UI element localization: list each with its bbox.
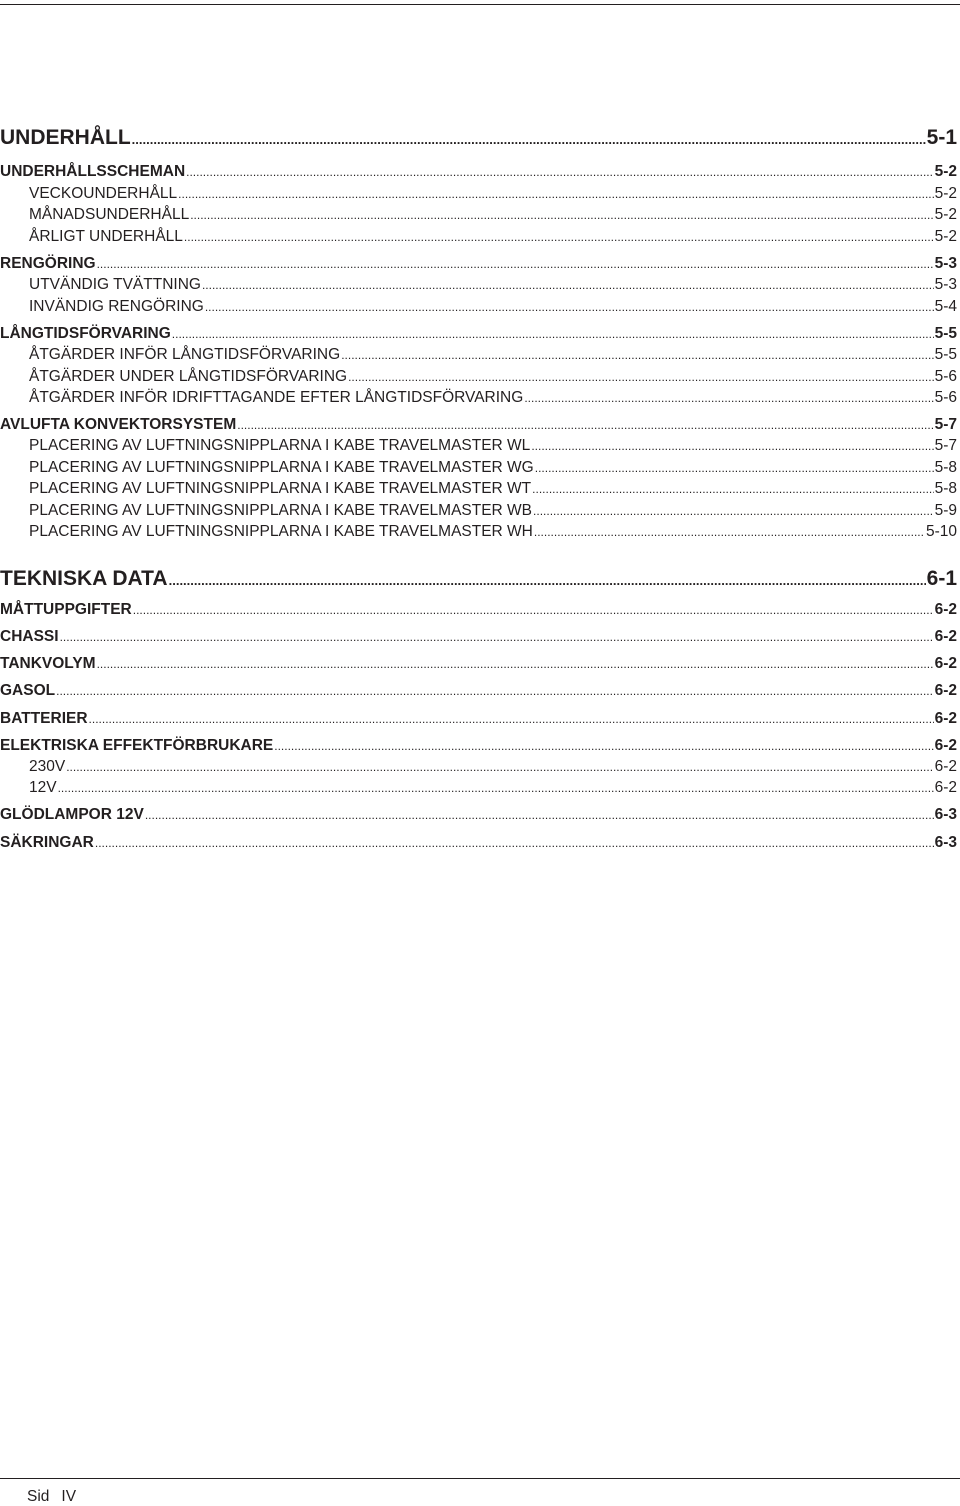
toc-entry-page-number: 5-2 [934, 185, 957, 202]
toc-entry-title: RENGÖRING [0, 255, 96, 272]
toc-dot-leader [133, 603, 934, 617]
toc-entry-title: TANKVOLYM [0, 655, 96, 672]
toc-dot-leader [274, 739, 933, 753]
toc-entry-title: UNDERHÅLL [0, 126, 131, 149]
toc-entry-page-number: 5-5 [934, 346, 957, 363]
toc-section-entry[interactable] [0, 834, 957, 852]
toc-entry-title: BATTERIER [0, 710, 88, 727]
toc-entry-title: GASOL [0, 682, 56, 699]
toc-entry-title: ELEKTRISKA EFFEKTFÖRBRUKARE [0, 737, 274, 754]
toc-subsection-entry[interactable] [0, 368, 957, 386]
toc-entry-title: VECKOUNDERHÅLL [29, 185, 178, 202]
toc-entry-page-number: 6-2 [934, 737, 957, 754]
toc-dot-leader [56, 684, 933, 698]
toc-entry-page-number: 5-3 [934, 276, 957, 293]
toc-entry-page-number: 5-6 [934, 368, 957, 385]
toc-entry-title: 230V [29, 758, 66, 775]
toc-subsection-entry[interactable] [0, 480, 957, 498]
toc-entry-page-number: 5-4 [934, 298, 957, 315]
top-rule [0, 4, 960, 5]
toc-entry-page-number: 6-2 [934, 682, 957, 699]
toc-dot-leader [205, 300, 934, 314]
bottom-rule [0, 1478, 960, 1479]
toc-entry-page-number: 6-3 [934, 834, 957, 851]
toc-entry-page-number: 6-1 [926, 567, 957, 590]
toc-entry-title: PLACERING AV LUFTNINGSNIPPLARNA I KABE TRAVELMASTER WT [29, 480, 532, 497]
toc-subsection-entry[interactable] [0, 523, 957, 541]
toc-entry-page-number: 6-2 [934, 710, 957, 727]
toc-entry-page-number: 6-2 [934, 601, 957, 618]
toc-entry-title: PLACERING AV LUFTNINGSNIPPLARNA I KABE TRAVELMASTER WL [29, 437, 531, 454]
toc-entry-page-number: 5-8 [934, 480, 957, 497]
toc-dot-leader [186, 165, 933, 179]
toc-dot-leader [535, 461, 934, 475]
toc-entry-title: ÅRLIGT UNDERHÅLL [29, 228, 183, 245]
toc-subsection-entry[interactable] [0, 758, 957, 776]
toc-subsection-entry[interactable] [0, 206, 957, 224]
toc-chapter-entry[interactable] [0, 126, 957, 150]
toc-dot-leader [95, 836, 934, 850]
toc-entry-title: CHASSI [0, 628, 59, 645]
toc-dot-leader [533, 504, 934, 518]
toc-entry-page-number: 5-9 [934, 502, 957, 519]
toc-dot-leader [132, 132, 926, 147]
toc-chapter-entry[interactable] [0, 567, 957, 591]
toc-entry-title: PLACERING AV LUFTNINGSNIPPLARNA I KABE TRAVELMASTER WB [29, 502, 533, 519]
toc-entry-page-number: 5-2 [934, 163, 957, 180]
toc-subsection-entry[interactable] [0, 459, 957, 477]
toc-entry-title: UTVÄNDIG TVÄTTNING [29, 276, 201, 293]
toc-dot-leader [60, 630, 934, 644]
toc-subsection-entry[interactable] [0, 346, 957, 364]
toc-entry-title: MÅNADSUNDERHÅLL [29, 206, 190, 223]
toc-dot-leader [524, 391, 933, 405]
toc-subsection-entry[interactable] [0, 389, 957, 407]
toc-section-entry[interactable] [0, 737, 957, 755]
toc-entry-title: ÅTGÄRDER INFÖR LÅNGTIDSFÖRVARING [29, 346, 341, 363]
toc-entry-title: UNDERHÅLLSSCHEMAN [0, 163, 186, 180]
toc-dot-leader [89, 712, 934, 726]
footer-label: Sid [27, 1488, 50, 1505]
toc-section-entry[interactable] [0, 710, 957, 728]
toc-entry-title: LÅNGTIDSFÖRVARING [0, 325, 171, 342]
toc-subsection-entry[interactable] [0, 502, 957, 520]
toc-dot-leader [534, 525, 925, 539]
toc-dot-leader [145, 808, 934, 822]
footer-page-number: IV [61, 1488, 77, 1505]
toc-entry-page-number: 5-3 [934, 255, 957, 272]
toc-entry-page-number: 6-3 [934, 806, 957, 823]
toc-dot-leader [532, 482, 933, 496]
toc-entry-title: SÄKRINGAR [0, 834, 94, 851]
toc-entry-page-number: 5-2 [934, 206, 957, 223]
toc-entry-page-number: 5-6 [934, 389, 957, 406]
toc-dot-leader [58, 781, 934, 795]
toc-dot-leader [184, 230, 934, 244]
toc-subsection-entry[interactable] [0, 437, 957, 455]
toc-entry-title: MÅTTUPPGIFTER [0, 601, 132, 618]
toc-entry-page-number: 5-7 [934, 416, 957, 433]
toc-entry-page-number: 5-8 [934, 459, 957, 476]
toc-section-entry[interactable] [0, 416, 957, 434]
page-footer [27, 1488, 76, 1506]
toc-entry-title: 12V [29, 779, 57, 796]
toc-subsection-entry[interactable] [0, 298, 957, 316]
toc-section-entry[interactable] [0, 601, 957, 619]
toc-entry-page-number: 5-10 [925, 523, 957, 540]
toc-entry-page-number: 5-1 [926, 126, 957, 149]
toc-subsection-entry[interactable] [0, 228, 957, 246]
toc-dot-leader [97, 257, 934, 271]
toc-section-entry[interactable] [0, 806, 957, 824]
toc-entry-page-number: 6-2 [934, 628, 957, 645]
toc-entry-title: GLÖDLAMPOR 12V [0, 806, 144, 823]
toc-section-entry[interactable] [0, 628, 957, 646]
toc-entry-title: ÅTGÄRDER UNDER LÅNGTIDSFÖRVARING [29, 368, 348, 385]
toc-entry-page-number: 5-2 [934, 228, 957, 245]
toc-entry-title: INVÄNDIG RENGÖRING [29, 298, 204, 315]
toc-dot-leader [348, 370, 934, 384]
toc-subsection-entry[interactable] [0, 779, 957, 797]
toc-dot-leader [237, 418, 933, 432]
toc-section-entry[interactable] [0, 655, 957, 673]
toc-section-entry[interactable] [0, 682, 957, 700]
toc-dot-leader [66, 760, 933, 774]
toc-entry-title: ÅTGÄRDER INFÖR IDRIFTTAGANDE EFTER LÅNGTIDSFÖRVARING [29, 389, 524, 406]
toc-entry-title: AVLUFTA KONVEKTORSYSTEM [0, 416, 237, 433]
toc-dot-leader [172, 327, 934, 341]
toc-entry-page-number: 6-2 [934, 758, 957, 775]
toc-section-entry[interactable] [0, 255, 957, 273]
toc-entry-page-number: 6-2 [934, 779, 957, 796]
toc-dot-leader [531, 439, 933, 453]
toc-dot-leader [202, 278, 934, 292]
toc-dot-leader [341, 348, 933, 362]
toc-entry-page-number: 5-5 [934, 325, 957, 342]
toc-section-entry[interactable] [0, 163, 957, 181]
toc-entry-title: PLACERING AV LUFTNINGSNIPPLARNA I KABE TRAVELMASTER WH [29, 523, 533, 540]
toc-entry-page-number: 5-7 [934, 437, 957, 454]
toc-entry-title: TEKNISKA DATA [0, 567, 168, 590]
toc-subsection-entry[interactable] [0, 276, 957, 294]
toc-dot-leader [178, 187, 933, 201]
toc-dot-leader [190, 208, 933, 222]
toc-dot-leader [169, 573, 926, 588]
toc-section-entry[interactable] [0, 325, 957, 343]
toc-entry-title: PLACERING AV LUFTNINGSNIPPLARNA I KABE TRAVELMASTER WG [29, 459, 534, 476]
toc-entry-page-number: 6-2 [934, 655, 957, 672]
toc-dot-leader [97, 657, 934, 671]
toc-subsection-entry[interactable] [0, 185, 957, 203]
